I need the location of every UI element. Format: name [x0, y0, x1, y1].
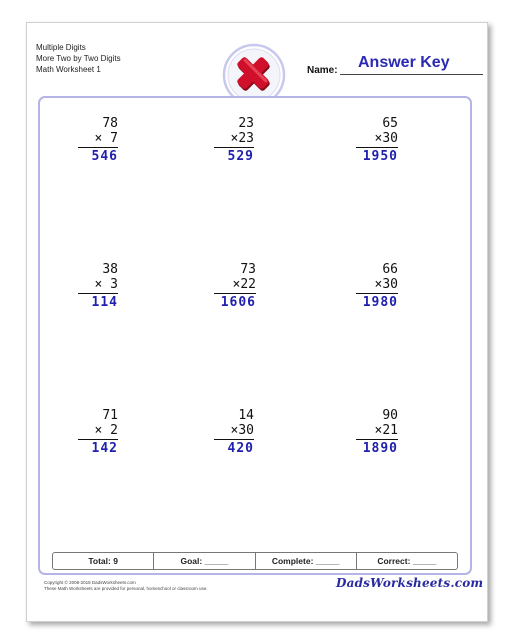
- problem-6: [356, 262, 398, 311]
- problem-multiplier: ×23: [214, 131, 254, 148]
- complete-cell: Complete: _____: [256, 553, 357, 569]
- problem-8: [214, 408, 254, 457]
- problem-4: [78, 262, 118, 311]
- problem-2: [214, 116, 254, 165]
- problem-multiplier: × 2: [78, 423, 118, 440]
- copyright-line-1: Copyright © 2008-2018 DadsWorksheets.com: [44, 580, 136, 585]
- problem-answer: 142: [91, 441, 118, 456]
- problem-answer: 1950: [362, 149, 398, 164]
- problem-answer: 420: [227, 441, 254, 456]
- problem-9: [356, 408, 398, 457]
- goal-cell: Goal: _____: [154, 553, 255, 569]
- total-cell: Total: 9: [53, 553, 154, 569]
- problem-3: [356, 116, 398, 165]
- title-line-3: Math Worksheet 1: [36, 65, 101, 74]
- problem-multiplier: × 3: [78, 277, 118, 294]
- problem-answer: 529: [227, 149, 254, 164]
- problem-answer: 546: [91, 149, 118, 164]
- brand-logo: DadsWorksheets.com: [336, 576, 484, 590]
- problem-top: 66: [382, 262, 398, 277]
- problem-top: 65: [382, 116, 398, 131]
- problem-multiplier: ×30: [356, 131, 398, 148]
- score-bar: [52, 552, 458, 570]
- copyright-line-2: These Math Worksheets are provided for personal, homeschool or classroom use.: [44, 586, 208, 591]
- problem-answer: 1606: [220, 295, 256, 310]
- title-line-2: More Two by Two Digits: [36, 54, 121, 63]
- copyright-notice: [44, 580, 208, 592]
- problems-frame: [38, 96, 472, 575]
- problem-multiplier: ×30: [214, 423, 254, 440]
- name-underline: [340, 74, 483, 75]
- problem-multiplier: ×21: [356, 423, 398, 440]
- worksheet-title-block: [36, 42, 121, 75]
- problem-multiplier: ×30: [356, 277, 398, 294]
- problem-top: 23: [238, 116, 254, 131]
- problem-top: 38: [102, 262, 118, 277]
- correct-cell: Correct: _____: [377, 556, 437, 566]
- title-line-1: Multiple Digits: [36, 43, 86, 52]
- problem-top: 78: [102, 116, 118, 131]
- name-label: Name:: [307, 65, 338, 76]
- problem-top: 71: [102, 408, 118, 423]
- problem-5: [214, 262, 256, 311]
- problem-1: [78, 116, 118, 165]
- problem-top: 73: [240, 262, 256, 277]
- problem-answer: 114: [91, 295, 118, 310]
- problem-multiplier: × 7: [78, 131, 118, 148]
- problem-multiplier: ×22: [214, 277, 256, 294]
- name-field: [307, 54, 487, 76]
- problem-answer: 1890: [362, 441, 398, 456]
- answer-key-text: Answer Key: [358, 54, 450, 71]
- problem-7: [78, 408, 118, 457]
- problem-top: 90: [382, 408, 398, 423]
- problem-answer: 1980: [362, 295, 398, 310]
- problem-top: 14: [238, 408, 254, 423]
